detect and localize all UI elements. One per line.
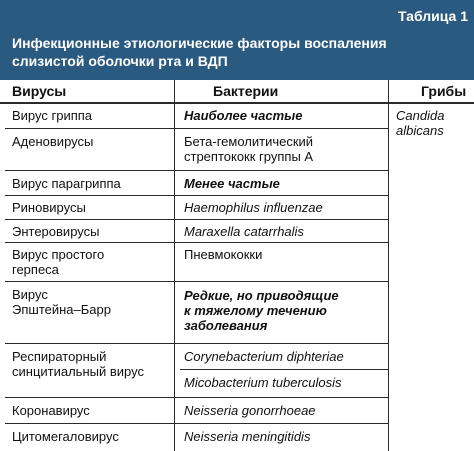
bacteria-cell: Neisseria gonorrhoeae — [184, 403, 316, 418]
fungi-cell: Candida albicans — [396, 108, 445, 138]
divider-v2 — [388, 80, 389, 451]
bacteria-cell: Менее частые — [184, 176, 280, 191]
bacteria-cell: Maraxella catarrhalis — [184, 224, 304, 239]
bacteria-cell: Наиболее частые — [184, 108, 303, 123]
table-title-line2: слизистой оболочки рта и ВДП — [12, 53, 228, 69]
virus-cell: Энтеровирусы — [12, 224, 100, 239]
row-rule — [5, 281, 388, 282]
virus-cell: Аденовирусы — [12, 134, 94, 149]
header-bacteria: Бактерии — [213, 83, 279, 99]
header-bottom-rule — [0, 102, 474, 104]
row-rule — [5, 195, 388, 196]
bacteria-cell: Haemophilus influenzae — [184, 200, 323, 215]
virus-cell: Цитомегаловирус — [12, 429, 119, 444]
bacteria-cell: Micobacterium tuberculosis — [184, 375, 342, 390]
row-rule — [5, 423, 388, 424]
row-rule — [5, 242, 388, 243]
bacteria-cell: Пневмококки — [184, 247, 263, 262]
header-fungi: Грибы — [421, 83, 467, 99]
table-title-line1: Инфекционные этиологические факторы воспаления — [12, 35, 387, 51]
table-title — [12, 34, 452, 70]
virus-cell: Вирус Эпштейна–Барр — [12, 287, 111, 317]
row-rule — [5, 128, 388, 129]
bacteria-cell: Neisseria meningitidis — [184, 429, 311, 444]
bacteria-cell: Corynebacterium diphteriae — [184, 349, 344, 364]
virus-cell: Вирус простого герпеса — [12, 247, 105, 277]
row-rule — [5, 170, 388, 171]
row-rule — [5, 219, 388, 220]
bacteria-cell: Редкие, но приводящие к тяжелому течению заболевания — [184, 288, 339, 333]
row-rule — [180, 369, 388, 370]
virus-cell: Вирус гриппа — [12, 108, 93, 123]
bacteria-cell: Бета-гемолитический стрептококк группы А — [184, 134, 314, 164]
virus-cell: Коронавирус — [12, 403, 90, 418]
virus-cell: Риновирусы — [12, 200, 86, 215]
row-rule — [5, 397, 388, 398]
virus-cell: Вирус парагриппа — [12, 176, 121, 191]
table-number-label: Таблица 1 — [397, 8, 468, 24]
header-viruses: Вирусы — [12, 83, 67, 99]
virus-cell: Респираторный синцитиальный вирус — [12, 349, 144, 379]
row-rule — [5, 343, 388, 344]
etiology-table — [0, 80, 474, 451]
table-header-banner — [0, 0, 474, 80]
divider-v1 — [174, 80, 175, 451]
